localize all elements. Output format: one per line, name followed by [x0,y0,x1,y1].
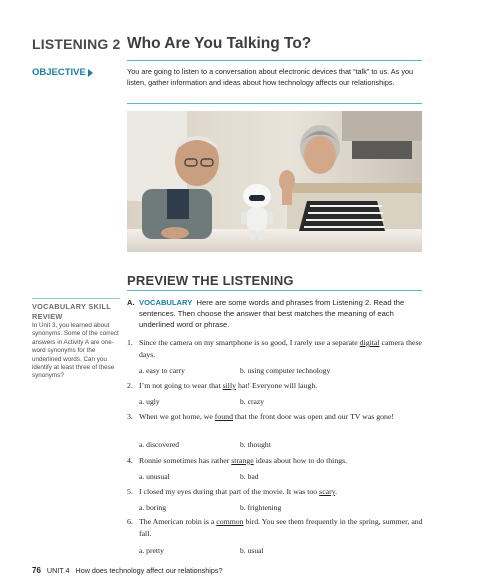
vocabulary-label: VOCABULARY [139,298,193,307]
activity-instruction-block [139,297,427,330]
option-b[interactable]: b. usual [240,546,264,555]
lesson-label: LISTENING 2 [32,36,121,52]
sidebar-title: VOCABULARY SKILL REVIEW [32,302,111,321]
item-sentence [139,516,424,539]
photo-couple-robot [127,111,422,252]
page-number: 76 [32,566,41,575]
option-a[interactable]: a. boring [139,503,166,512]
option-b[interactable]: b. crazy [240,397,265,406]
option-b[interactable]: b. frightening [240,503,282,512]
objective-text: You are going to listen to a conversation about electronic devices that “talk” to us. As you listen, gather information and ideas about how technology affects our relationships. [127,67,414,87]
objective-rule [127,103,422,104]
activity-a [127,297,427,329]
item-sentence [139,411,424,423]
sentence-before: Since the camera on my smartphone is so good, I rarely use a separate [139,338,360,347]
item-number: 6. [127,517,133,526]
photo-illustration [127,111,422,252]
item-number: 2. [127,381,133,390]
section-rule [127,290,422,291]
header-rule [127,60,422,61]
item-sentence [139,337,424,360]
option-a[interactable]: a. ugly [139,397,160,406]
sentence-after: camera these days. [139,338,422,359]
sentence-before: I’m not going to wear that [139,381,223,390]
sidebar-text: In Unit 3, you learned about synonyms. Some of the correct answers in Activity A are one-word synonyms for the underlined words. Can you identify at least three of these synonyms? [32,322,119,380]
underlined-word: scary [319,487,336,496]
section-heading: PREVIEW THE LISTENING [127,273,294,288]
sentence-before: Ronnie sometimes has rather [139,456,232,465]
option-b[interactable]: b. using computer technology [240,366,331,375]
option-a[interactable]: a. pretty [139,546,164,555]
objective-label [32,67,93,78]
underlined-word: digital [359,338,380,347]
footer-question: How does technology affect our relationships? [75,566,223,575]
item-number: 5. [127,487,133,496]
sentence-before: When we got home, we [139,412,215,421]
option-a[interactable]: a. easy to carry [139,366,185,375]
item-number: 1. [127,338,133,347]
option-b[interactable]: b. bad [240,472,259,481]
item-sentence [139,380,424,392]
sentence-after: that the front door was open and our TV was gone! [232,412,395,421]
item-sentence [139,486,424,498]
sentence-before: I closed my eyes during that part of the movie. It was too [139,487,320,496]
item-number: 4. [127,456,133,465]
underlined-word: common [216,517,244,526]
triangle-right-icon [88,69,93,77]
option-a[interactable]: a. discovered [139,440,180,449]
objective-label-text: OBJECTIVE [32,67,86,78]
sentence-after: hat! Everyone will laugh. [236,381,318,390]
underlined-word: strange [231,456,254,465]
sentence-after: ideas about how to do things. [253,456,348,465]
option-a[interactable]: a. unusual [139,472,170,481]
footer-unit: UNIT 4 [46,566,70,575]
activity-instruction: Here are some words and phrases from Listening 2. Read the sentences. Then choose the answer that best matches the meaning of each underlined word or phrase. [139,298,405,329]
activity-letter: A. [127,298,135,307]
sidebar-rule [32,298,120,299]
sentence-after: . [335,487,338,496]
sentence-before: The American robin is a [139,517,217,526]
option-b[interactable]: b. thought [240,440,271,449]
lesson-title: Who Are You Talking To? [127,35,312,52]
underlined-word: found [214,412,233,421]
page-footer [32,566,222,575]
item-number: 3. [127,412,133,421]
sentence-after: bird. You see them frequently in the spring, summer, and fall. [139,517,423,538]
item-sentence [139,455,424,467]
underlined-word: silly [222,381,237,390]
